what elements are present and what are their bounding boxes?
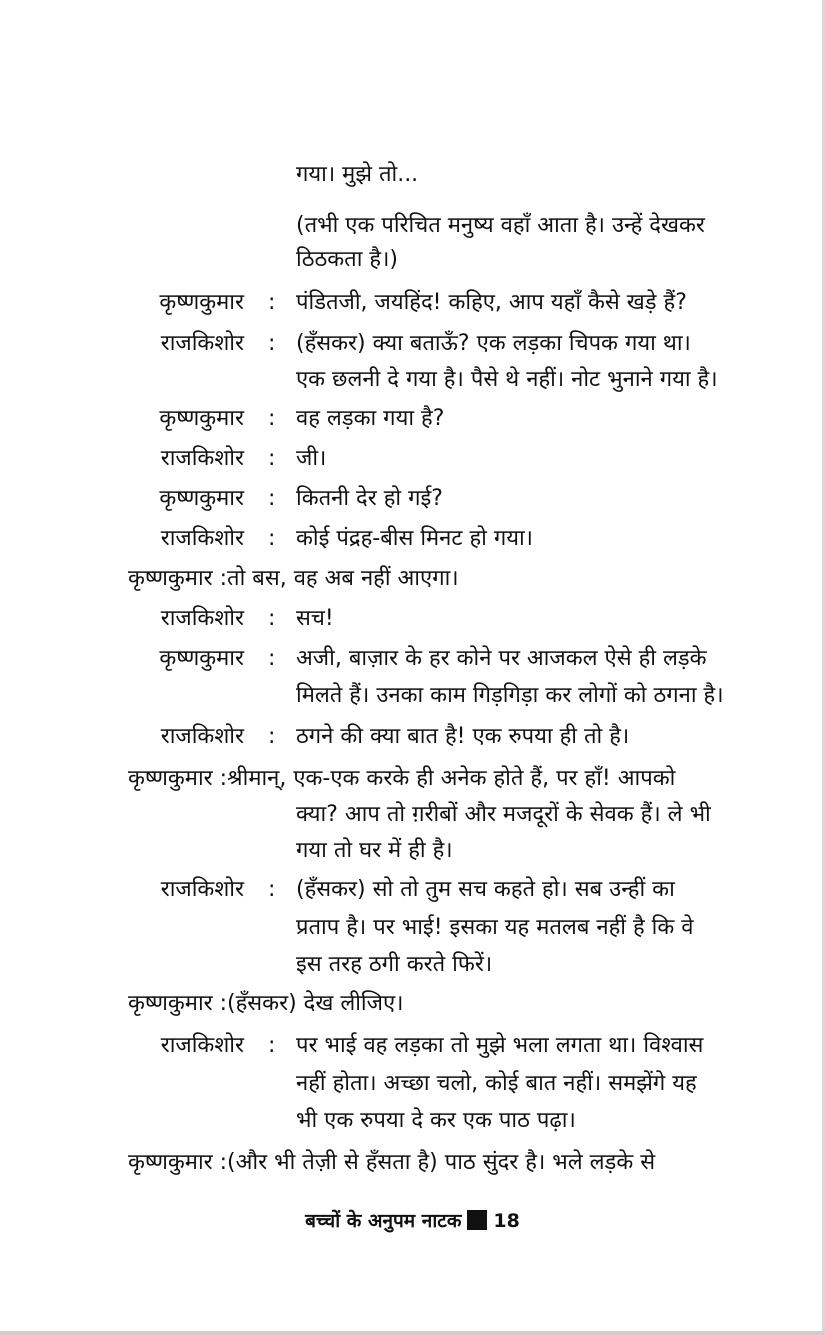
bottom-edge [0, 1331, 825, 1335]
speaker-name: राजकिशोर [160, 331, 244, 356]
colon: : [268, 406, 276, 431]
dialogue-line: पर भाई वह लड़का तो मुझे भला लगता था। विश्वास [296, 1033, 704, 1058]
speaker-name: कृष्णकुमार [159, 646, 244, 671]
speaker-name: राजकिशोर [160, 724, 244, 749]
colon: : [268, 290, 276, 315]
dialogue-line: एक छलनी दे गया है। पैसे थे नहीं। नोट भुनाने गया है। [296, 367, 718, 392]
speaker-name: राजकिशोर [160, 1033, 244, 1058]
colon: : [268, 1033, 276, 1058]
colon: : [268, 446, 276, 471]
dialogue-line: पंडितजी, जयहिंद! कहिए, आप यहाँ कैसे खड़े हैं? [296, 290, 687, 315]
speaker-name: कृष्णकुमार [159, 406, 244, 431]
text-line: गया। मुझे तो... [296, 162, 419, 187]
page-number: 18 [493, 1210, 520, 1232]
dialogue-line: मिलते हैं। उनका काम गिड़गिड़ा कर लोगों को ठगना है। [296, 683, 724, 708]
speaker-name: कृष्णकुमार [159, 486, 244, 511]
speaker-name: कृष्णकुमार [159, 290, 244, 315]
colon: : [268, 877, 276, 902]
book-title: बच्चों के अनुपम नाटक [305, 1210, 462, 1232]
dialogue-line: क्या? आप तो ग़रीबों और मजदूरों के सेवक हैं। ले भी [296, 802, 711, 827]
speaker-name: राजकिशोर [160, 877, 244, 902]
dialogue-line: प्रताप है। पर भाई! इसका यह मतलब नहीं है कि वे [296, 915, 694, 940]
page-footer [0, 1208, 825, 1234]
dialogue-line: (हँसकर) सो तो तुम सच कहते हो। सब उन्हीं का [296, 877, 675, 902]
speaker-name: राजकिशोर [160, 526, 244, 551]
dialogue-line-inline: कृष्णकुमार :श्रीमान्, एक-एक करके ही अनेक होते हैं, पर हाँ! आपको [128, 766, 676, 791]
speaker-name: राजकिशोर [160, 606, 244, 631]
colon: : [268, 526, 276, 551]
colon: : [268, 646, 276, 671]
dialogue-line-inline: कृष्णकुमार :(हँसकर) देख लीजिए। [128, 991, 404, 1016]
colon: : [268, 606, 276, 631]
stage-direction: ठिठकता है।) [296, 247, 398, 272]
dialogue-line: कोई पंद्रह-बीस मिनट हो गया। [296, 526, 534, 551]
dialogue-line: (हँसकर) क्या बताऊँ? एक लड़का चिपक गया था। [296, 331, 691, 356]
dialogue-line: सच! [296, 606, 334, 631]
dialogue-line: जी। [296, 446, 327, 471]
stage-direction: (तभी एक परिचित मनुष्य वहाँ आता है। उन्हें देखकर [296, 213, 705, 238]
dialogue-line: अजी, बाज़ार के हर कोने पर आजकल ऐसे ही लड़के [296, 646, 707, 671]
dialogue-line: वह लड़का गया है? [296, 406, 445, 431]
dialogue-line: कितनी देर हो गई? [296, 486, 443, 511]
square-bullet-icon [467, 1210, 487, 1230]
dialogue-line: गया तो घर में ही है। [296, 838, 453, 863]
dialogue-line-inline: कृष्णकुमार :तो बस, वह अब नहीं आएगा। [128, 566, 459, 591]
dialogue-line: नहीं होता। अच्छा चलो, कोई बात नहीं। समझेंगे यह [296, 1071, 697, 1096]
colon: : [268, 331, 276, 356]
dialogue-line: भी एक रुपया दे कर एक पाठ पढ़ा। [296, 1108, 576, 1133]
dialogue-line: ठगने की क्या बात है! एक रुपया ही तो है। [296, 724, 630, 749]
colon: : [268, 724, 276, 749]
colon: : [268, 486, 276, 511]
dialogue-line-inline: कृष्णकुमार :(और भी तेज़ी से हँसता है) पाठ सुंदर है। भले लड़के से [128, 1150, 656, 1175]
speaker-name: राजकिशोर [160, 446, 244, 471]
dialogue-line: इस तरह ठगी करते फिरें। [296, 952, 493, 977]
